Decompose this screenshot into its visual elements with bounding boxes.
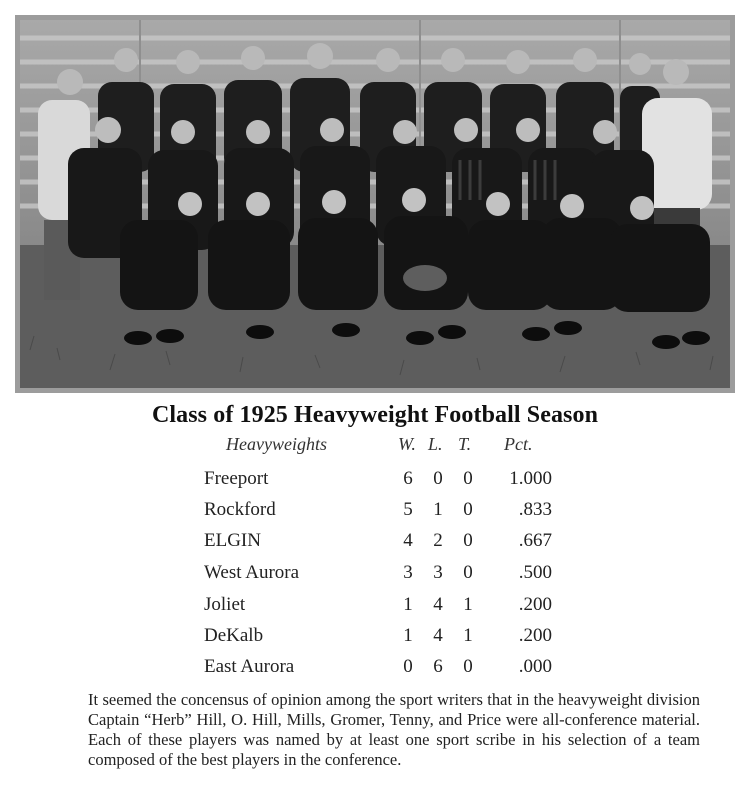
win-pct: .500 [518,562,552,583]
table-row [0,562,750,590]
wins: 1 [403,625,413,646]
win-pct: .833 [518,499,552,520]
table-row [0,530,750,558]
header-pct: Pct. [504,434,533,454]
team-photo-illustration [20,20,730,388]
team-name: ELGIN [204,530,261,551]
win-pct: .000 [518,656,552,677]
team-name: Joliet [204,594,246,615]
team-name: West Aurora [204,562,300,583]
header-losses: L. [428,434,443,454]
header-wins: W. [398,434,416,454]
ties: 0 [463,562,473,583]
body-paragraph: It seemed the concensus of opinion among the sport writers that in the heavyweight division Captain “Herb” Hill, O. Hill, Mills, Gromer, Tenny, and Price were all-conference material. Each of these players was named by at least one sport scribe in his selection of a team composed of the best players in the conference. [88,690,700,769]
header-team: Heavyweights [226,434,327,454]
ties: 0 [463,656,473,677]
ties: 1 [463,625,473,646]
losses: 4 [433,594,443,615]
table-row [0,594,750,622]
losses: 6 [433,656,443,677]
ties: 0 [463,530,473,551]
losses: 0 [433,468,443,489]
losses: 4 [433,625,443,646]
ties: 0 [463,468,473,489]
header-ties: T. [458,434,472,454]
ties: 1 [463,594,473,615]
wins: 1 [403,594,413,615]
losses: 2 [433,530,443,551]
table-row [0,468,750,496]
win-pct: .200 [518,625,552,646]
win-pct: .667 [518,530,552,551]
wins: 6 [403,468,413,489]
ties: 0 [463,499,473,520]
team-photo [15,15,735,393]
table-row [0,656,750,684]
team-name: DeKalb [204,625,264,646]
team-name: Rockford [204,499,276,520]
wins: 0 [403,656,413,677]
win-pct: 1.000 [509,468,552,489]
team-name: Freeport [204,468,269,489]
wins: 4 [403,530,413,551]
table-row [0,499,750,527]
losses: 1 [433,499,443,520]
page-title: Class of 1925 Heavyweight Football Season [151,402,599,428]
wins: 5 [403,499,413,520]
table-row [0,625,750,653]
team-name: East Aurora [204,656,295,677]
wins: 3 [403,562,413,583]
win-pct: .200 [518,594,552,615]
losses: 3 [433,562,443,583]
